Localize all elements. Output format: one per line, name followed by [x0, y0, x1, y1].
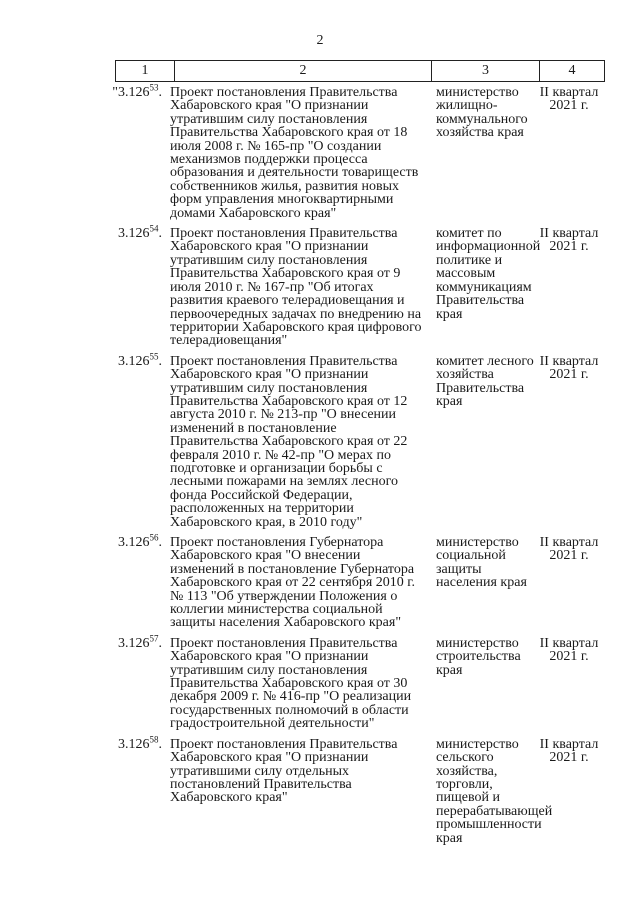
item-title: Проект постановления Правительства Хабаровского края "О признании утратившим силу постановления Правительства Хабаровского края от 30 декабря 2009 г. № 416-пр "О реализации государственных полномочий в области градостроительной деятельности": [170, 635, 412, 732]
item-responsible: комитет лесного хозяйства Правительства края: [436, 353, 534, 409]
item-number: 3.126$^{56}$.: [118, 532, 162, 550]
item-number: "3.126$^{53}$.: [112, 82, 162, 100]
item-term: II квартал 2021 г.: [539, 736, 599, 766]
item-title: Проект постановления Правительства Хабаровского края "О признании утратившим силу постановления Правительства Хабаровского края от 18 июля 2008 г. № 165-пр "О создании механизмов поддержки процесса образования и деятельности товариществ собственников жилья, развития новых форм управления многоквартирными домами Хабаровского края": [170, 85, 419, 221]
item-number: 3.126$^{57}$.: [118, 633, 162, 651]
table-row: [0, 734, 640, 846]
item-responsible: министерство социальной защиты населения края: [436, 535, 527, 591]
item-responsible: комитет по информационной политике и массовым коммуникациям Правительства края: [436, 226, 541, 322]
item-number: 3.126$^{55}$.: [118, 351, 162, 369]
table-row: [0, 633, 640, 732]
table-row: [0, 532, 640, 631]
item-term: II квартал 2021 г.: [539, 353, 599, 383]
page-number: 2: [316, 33, 324, 48]
column-header-1: 1: [116, 61, 175, 82]
item-title: Проект постановления Правительства Хабаровского края "О признании утратившим силу постановления Правительства Хабаровского края от 9 июля 2010 г. № 167-пр "Об итогах развития краевого телерадиовещания и первоочередных задачах по внедрению на территории Хабаровского края цифрового телерадиовещания": [170, 226, 422, 349]
plan-items: [0, 82, 640, 851]
column-header-table: [115, 60, 605, 82]
item-responsible: министерство жилищно-коммунального хозяйства края: [436, 85, 528, 141]
item-term: II квартал 2021 г.: [539, 226, 599, 255]
table-row: [0, 82, 640, 221]
column-header-4: 4: [540, 61, 605, 82]
column-header-3: 3: [432, 61, 540, 82]
column-header-2: 2: [175, 61, 432, 82]
table-row: [0, 351, 640, 530]
item-title: Проект постановления Правительства Хабаровского края "О признании утратившими силу отдельных постановлений Правительства Хабаровского края": [170, 736, 398, 806]
item-term: II квартал 2021 г.: [539, 635, 599, 665]
item-responsible: министерство сельского хозяйства, торговли, пищевой и перерабатывающей промышленности края: [436, 736, 553, 846]
item-title: Проект постановления Губернатора Хабаровского края "О внесении изменений в постановление Губернатора Хабаровского края от 22 сентября 2010 г. № 113 "Об утверждении Положения о коллегии министерства социальной защиты населения Хабаровского края": [170, 535, 415, 631]
item-number: 3.126$^{58}$.: [118, 734, 162, 752]
item-term: II квартал 2021 г.: [539, 85, 599, 114]
item-term: II квартал 2021 г.: [539, 535, 599, 564]
item-title: Проект постановления Правительства Хабаровского края "О признании утратившим силу постановления Правительства Хабаровского края от 12 августа 2010 г. № 213-пр "О внесении изменений в постановление Правительства Хабаровского края от 22 февраля 2010 г. № 42-пр "О мерах по подготовке и организации борьбы с лесными пожарами на землях лесного фонда Российской Федерации, расположенных на территории Хабаровского края, в 2010 году": [170, 353, 408, 530]
item-responsible: министерство строительства края: [436, 635, 521, 678]
item-number: 3.126$^{54}$.: [118, 223, 162, 242]
table-row: [0, 223, 640, 349]
